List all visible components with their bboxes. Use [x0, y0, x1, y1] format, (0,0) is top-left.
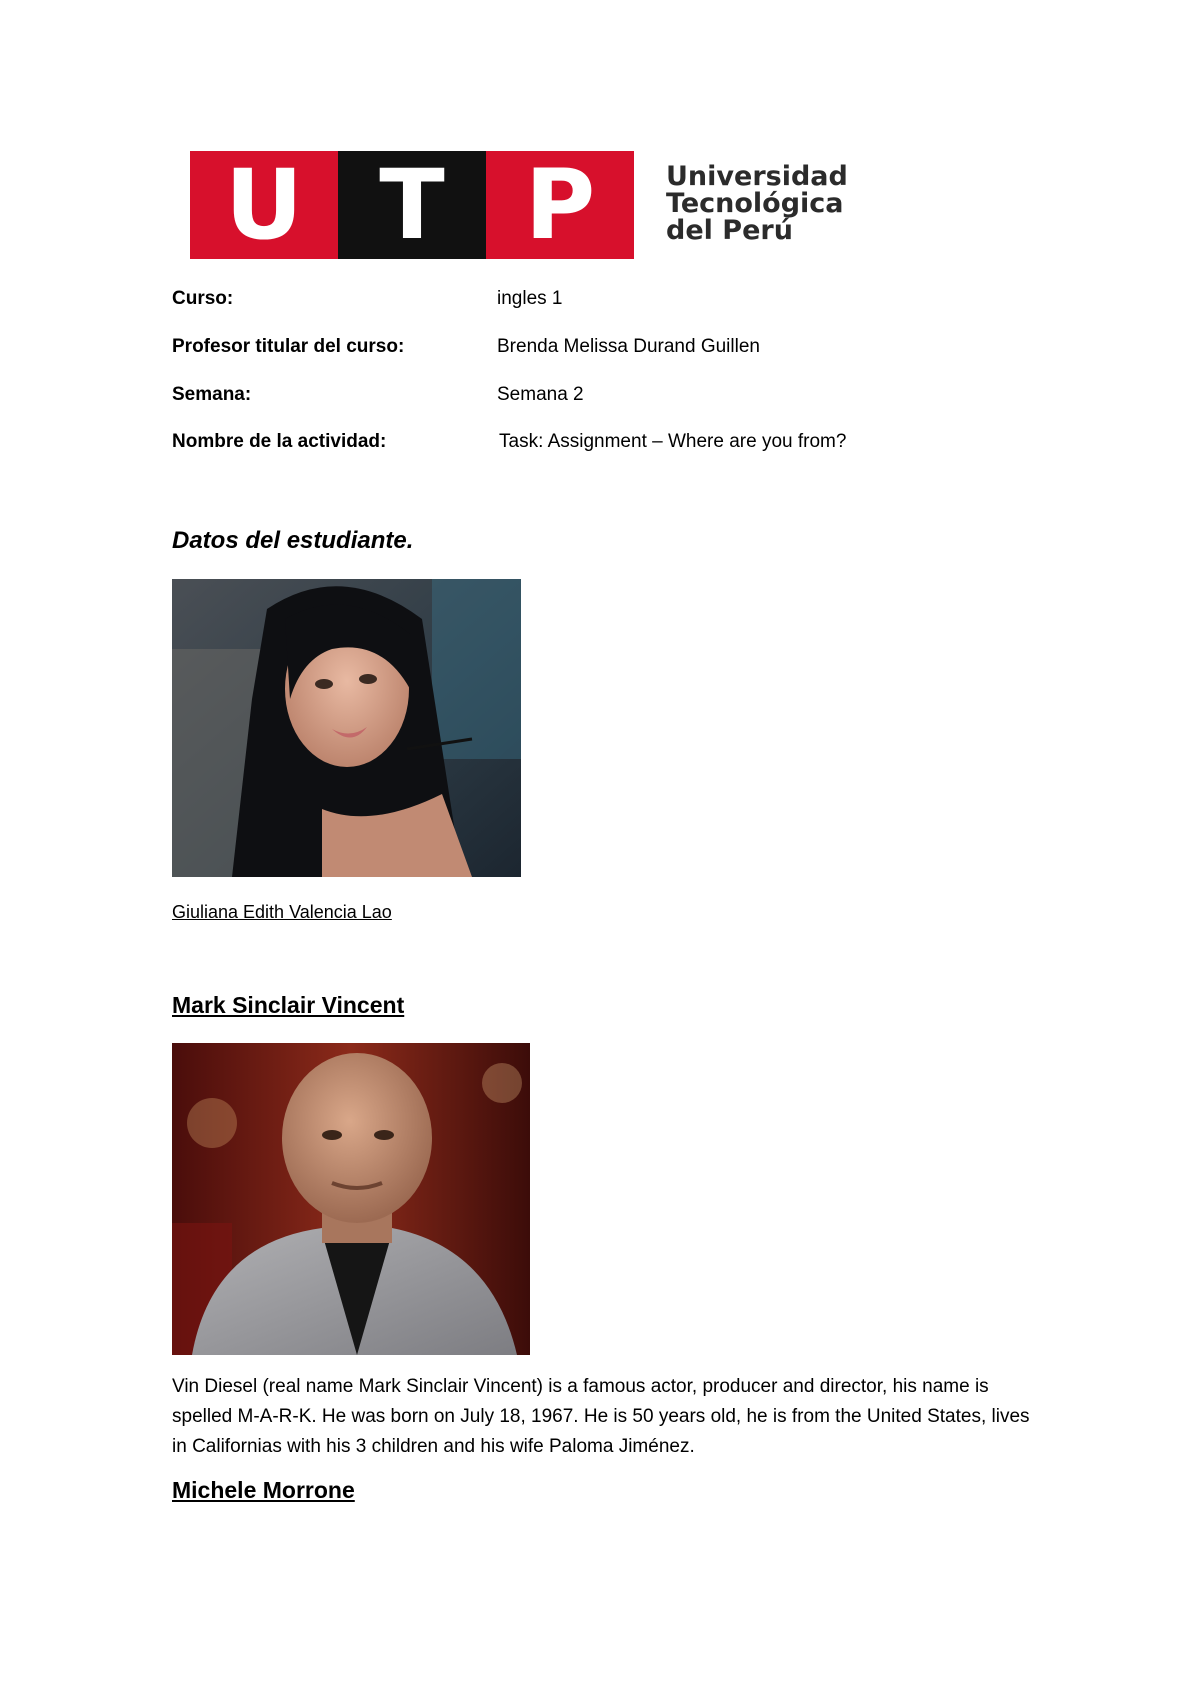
logo-letter-u: U — [225, 149, 303, 261]
info-row-week — [172, 384, 1072, 412]
logo-name-line-1: Universidad — [666, 161, 848, 192]
week-value: Semana 2 — [497, 384, 584, 405]
week-label: Semana: — [172, 384, 252, 405]
person1-photo-image — [172, 1043, 530, 1355]
info-row-course — [172, 288, 1072, 316]
logo-name-line-2: Tecnológica — [666, 188, 844, 219]
logo-name-line-3: del Perú — [666, 215, 793, 246]
logo-block-u — [190, 151, 338, 259]
student-photo — [172, 579, 521, 877]
student-name: Giuliana Edith Valencia Lao — [172, 902, 392, 922]
course-label: Curso: — [172, 288, 234, 309]
logo-letter-t: T — [379, 149, 445, 261]
logo-block-p — [486, 151, 634, 259]
logo-letter-p: P — [524, 149, 596, 261]
logo-university-name — [666, 163, 886, 244]
student-section-title: Datos del estudiante. — [172, 527, 414, 554]
person2-heading: Michele Morrone — [172, 1477, 355, 1503]
logo-block-t — [338, 151, 486, 259]
person1-heading: Mark Sinclair Vincent — [172, 992, 405, 1018]
professor-value: Brenda Melissa Durand Guillen — [497, 336, 760, 357]
professor-label: Profesor titular del curso: — [172, 336, 405, 357]
activity-label: Nombre de la actividad: — [172, 431, 387, 452]
person1-photo — [172, 1043, 530, 1355]
utp-logo — [190, 151, 880, 259]
activity-value: Task: Assignment – Where are you from? — [499, 431, 847, 452]
person1-bio: Vin Diesel (real name Mark Sinclair Vincent) is a famous actor, producer and director, his name is spelled M-A-R-K. He was born on July 18, 1967. He is 50 years old, he is from the United States, lives in Californias with his 3 children and his wife Paloma Jiménez. — [172, 1376, 1030, 1457]
info-row-professor — [172, 336, 1072, 364]
info-row-activity — [172, 431, 1072, 459]
student-photo-image — [172, 579, 521, 877]
course-value: ingles 1 — [497, 288, 563, 309]
